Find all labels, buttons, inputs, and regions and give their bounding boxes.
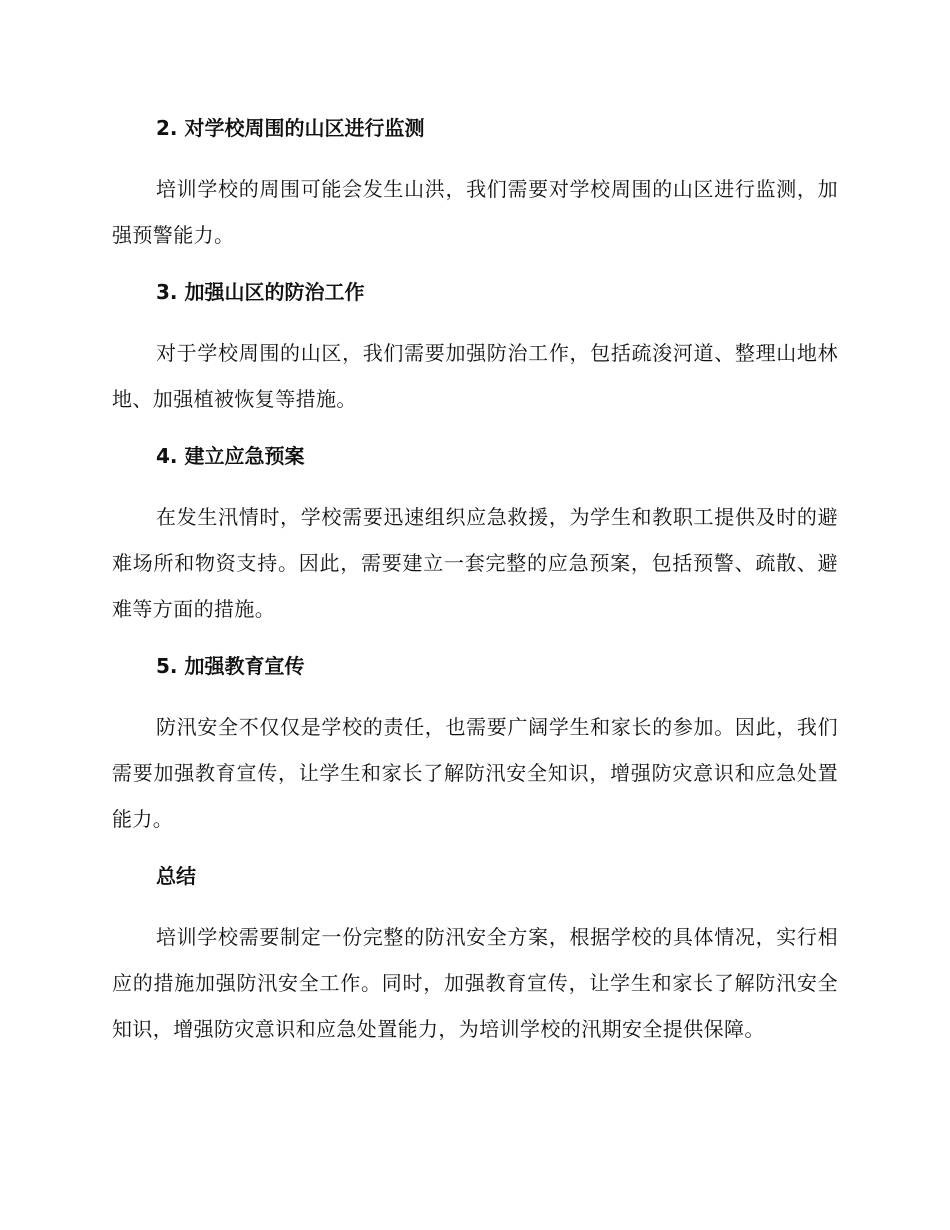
section-paragraph-summary: 培训学校需要制定一份完整的防汛安全方案，根据学校的具体情况，实行相应的措施加强防汛安全工作。同时，加强教育宣传，让学生和家长了解防汛安全知识，增强防灾意识和应急处置能力，为培训学校的汛期安全提供保障。 [112, 925, 838, 1041]
section-paragraph-education: 防汛安全不仅仅是学校的责任，也需要广阔学生和家长的参加。因此，我们需要加强教育宣传，让学生和家长了解防汛安全知识，增强防灾意识和应急处置能力。 [112, 715, 838, 831]
section-heading-prevention: 3. 加强山区的防治工作 [156, 280, 365, 304]
section-heading-monitoring: 2. 对学校周围的山区进行监测 [156, 116, 425, 140]
section-heading-summary: 总结 [156, 864, 196, 888]
section-paragraph-prevention: 对于学校周围的山区，我们需要加强防治工作，包括疏浚河道、整理山地林地、加强植被恢复等措施。 [112, 341, 838, 411]
section-paragraph-monitoring: 培训学校的周围可能会发生山洪，我们需要对学校周围的山区进行监测，加强预警能力。 [112, 177, 838, 247]
section-heading-education: 5. 加强教育宣传 [156, 654, 305, 678]
section-paragraph-emergency-plan: 在发生汛情时，学校需要迅速组织应急救援，为学生和教职工提供及时的避难场所和物资支持。因此，需要建立一套完整的应急预案，包括预警、疏散、避难等方面的措施。 [112, 505, 838, 621]
section-heading-emergency-plan: 4. 建立应急预案 [156, 444, 305, 468]
